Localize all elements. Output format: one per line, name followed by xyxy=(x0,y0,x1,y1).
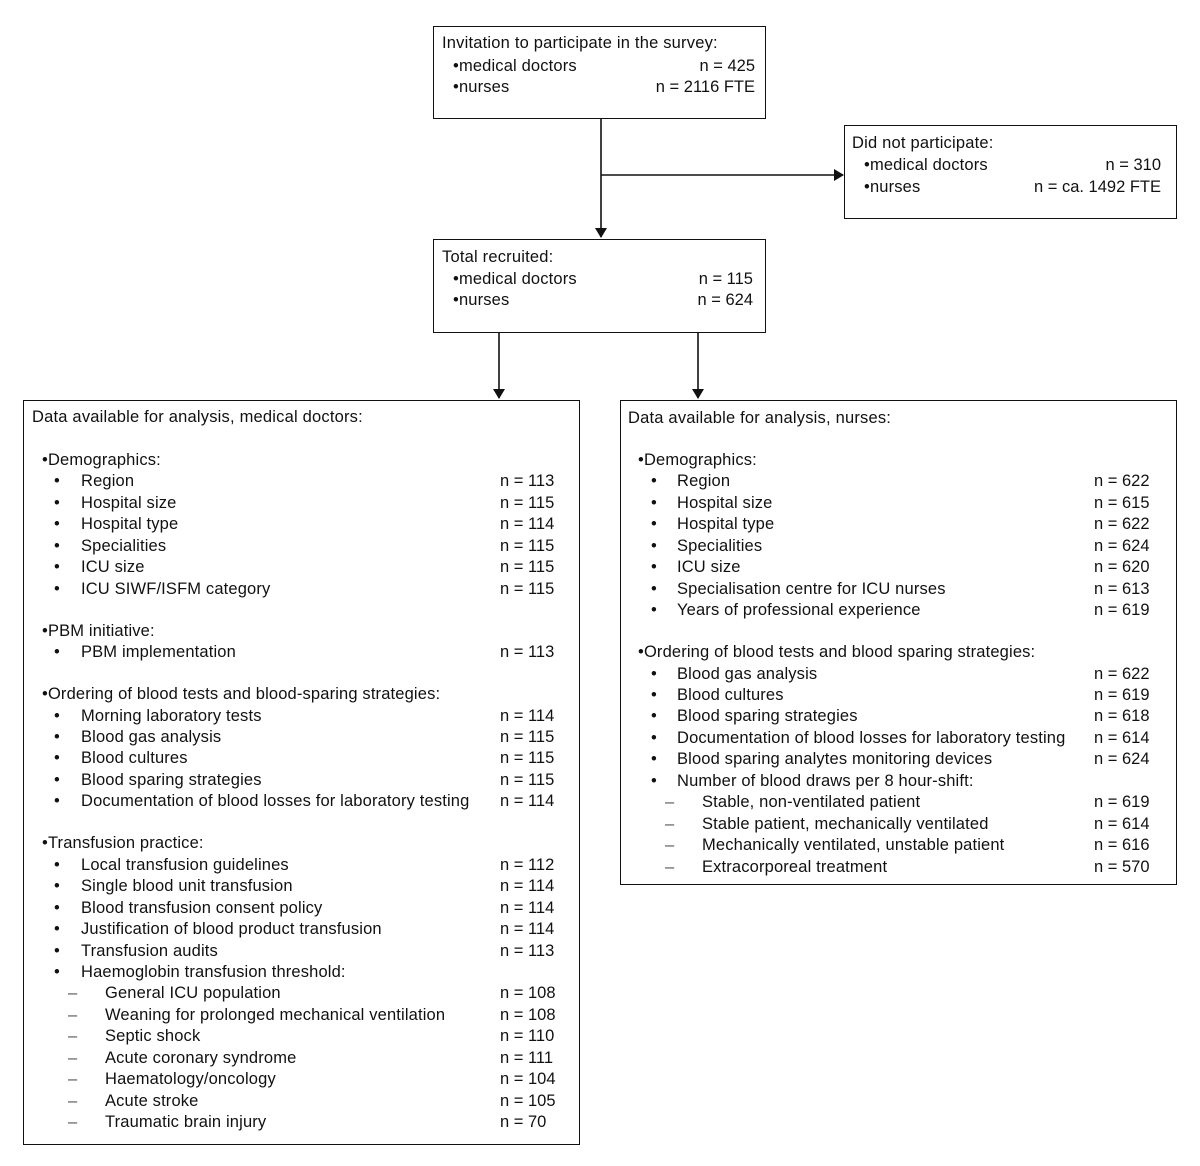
recruited-title: Total recruited: xyxy=(442,248,554,266)
list-item xyxy=(621,728,1176,750)
list-item xyxy=(621,514,1176,536)
item-count: n = 113 xyxy=(500,941,555,960)
item-label: Specialities xyxy=(677,536,763,555)
item-label: Hospital size xyxy=(677,493,773,512)
item-label: Region xyxy=(677,472,731,491)
list-item xyxy=(24,962,579,984)
item-label: Haemoglobin transfusion threshold: xyxy=(81,962,346,981)
sub-list-item xyxy=(621,814,1176,836)
sub-list-item xyxy=(24,1005,579,1027)
bullet-marker: • xyxy=(54,898,60,917)
bullet-marker: • xyxy=(651,728,657,747)
dash-marker: – xyxy=(68,984,78,1003)
bullet-marker: • xyxy=(54,515,60,534)
item-count: n = 622 xyxy=(1094,515,1150,534)
bullet-marker: • xyxy=(54,579,60,598)
bullet-marker: • xyxy=(54,706,60,725)
not-participate-box xyxy=(844,125,1177,219)
section-heading-label: Ordering of blood tests and blood-sparing strategies: xyxy=(47,685,441,704)
item-label: Hospital size xyxy=(81,493,177,512)
section-heading-label: PBM initiative: xyxy=(47,621,155,640)
not-participate-row-value: n = 310 xyxy=(1105,156,1161,174)
item-count: n = 115 xyxy=(500,770,555,789)
item-label: Specialisation centre for ICU nurses xyxy=(677,579,946,598)
item-count: n = 622 xyxy=(1094,472,1150,491)
item-count: n = 624 xyxy=(1094,536,1150,555)
dash-marker: – xyxy=(68,1070,78,1089)
recruited-row-value: n = 115 xyxy=(698,270,753,288)
item-count: n = 614 xyxy=(1094,728,1150,747)
invitation-row-value: n = 2116 FTE xyxy=(655,78,755,96)
item-count: n = 115 xyxy=(500,558,555,577)
invitation-box xyxy=(433,26,766,119)
item-count: n = 619 xyxy=(1094,601,1150,620)
item-count: n = 108 xyxy=(500,1005,556,1024)
list-item xyxy=(24,727,579,749)
item-label: Years of professional experience xyxy=(677,601,921,620)
not-participate-title: Did not participate: xyxy=(852,134,994,152)
item-count: n = 115 xyxy=(500,579,555,598)
item-label: Stable, non-ventilated patient xyxy=(702,793,921,812)
bullet-marker: • xyxy=(651,686,657,704)
item-label: Local transfusion guidelines xyxy=(81,855,289,874)
recruited-row-value: n = 624 xyxy=(697,291,753,309)
bullet-marker: • xyxy=(54,472,60,491)
not-participate-row-doctors: •medical doctors n = 310 xyxy=(864,155,1161,177)
section-heading: •Demographics: xyxy=(638,451,757,469)
item-label: Mechanically ventilated, unstable patient xyxy=(702,836,1005,855)
list-item xyxy=(621,557,1176,579)
item-label: Documentation of blood losses for laboratory testing xyxy=(81,792,470,811)
item-count: n = 115 xyxy=(500,727,555,746)
bullet-marker: • xyxy=(651,601,657,620)
recruited-row-label: nurses xyxy=(458,291,510,309)
bullet-marker: • xyxy=(651,536,657,555)
bullet-marker: • xyxy=(651,664,657,683)
not-participate-row-label: medical doctors xyxy=(869,156,988,174)
bullet-marker: • xyxy=(54,877,60,896)
item-count: n = 614 xyxy=(1094,814,1150,833)
dash-marker: – xyxy=(68,1048,78,1067)
item-count: n = 114 xyxy=(500,898,555,917)
dash-marker: – xyxy=(68,1091,78,1110)
list-item xyxy=(24,748,579,770)
item-label: Acute coronary syndrome xyxy=(105,1048,297,1067)
list-item xyxy=(621,471,1176,493)
item-count: n = 110 xyxy=(500,1027,555,1046)
item-label: Transfusion audits xyxy=(81,941,218,960)
item-count: n = 104 xyxy=(500,1070,556,1089)
invitation-row-label: nurses xyxy=(458,78,510,96)
item-count: n = 622 xyxy=(1094,664,1150,683)
item-count: n = 624 xyxy=(1094,750,1150,769)
item-label: Number of blood draws per 8 hour-shift: xyxy=(677,771,974,790)
list-item xyxy=(24,855,579,877)
bullet-marker: • xyxy=(54,643,60,662)
dash-marker: – xyxy=(665,814,675,833)
item-label: Blood sparing analytes monitoring devices xyxy=(677,750,993,769)
section-heading-label: Ordering of blood tests and blood sparing strategies: xyxy=(643,643,1036,662)
nurses-analysis-title: Data available for analysis, nurses: xyxy=(628,409,892,427)
section-heading: •Ordering of blood tests and blood-sparing strategies: xyxy=(42,685,441,704)
list-item xyxy=(24,791,579,813)
bullet-marker: • xyxy=(54,493,60,512)
doctors-analysis-title: Data available for analysis, medical doctors: xyxy=(32,408,363,426)
item-count: n = 618 xyxy=(1094,707,1150,726)
bullet-marker: • xyxy=(54,962,60,981)
item-label: Specialities xyxy=(81,536,167,555)
not-participate-row-value: n = ca. 1492 FTE xyxy=(1033,178,1161,196)
list-item xyxy=(621,600,1176,622)
nurses-analysis-box xyxy=(620,400,1177,885)
item-count: n = 616 xyxy=(1094,836,1150,855)
item-label: Morning laboratory tests xyxy=(81,706,262,725)
list-item xyxy=(621,664,1176,686)
bullet-marker: • xyxy=(54,536,60,555)
section-heading: •Demographics: xyxy=(42,451,161,469)
item-label: Stable patient, mechanically ventilated xyxy=(702,814,989,833)
sub-list-item xyxy=(621,835,1176,857)
item-count: n = 114 xyxy=(500,877,555,896)
list-item xyxy=(621,493,1176,515)
item-label: Haematology/oncology xyxy=(105,1070,276,1089)
bullet-marker: • xyxy=(651,493,657,512)
bullet-marker: • xyxy=(54,558,60,577)
list-item xyxy=(24,471,579,493)
list-item xyxy=(24,941,579,963)
list-item xyxy=(24,898,579,920)
sub-list-item xyxy=(24,1069,579,1091)
recruited-box xyxy=(433,239,766,333)
bullet-marker: • xyxy=(54,727,60,746)
invitation-title: Invitation to participate in the survey: xyxy=(442,34,718,52)
sub-list-item xyxy=(24,1026,579,1048)
bullet-marker: • xyxy=(651,472,657,491)
item-label: General ICU population xyxy=(105,984,281,1003)
bullet-marker: • xyxy=(54,792,60,811)
sub-list-item xyxy=(621,792,1176,814)
list-item xyxy=(24,706,579,728)
dash-marker: – xyxy=(665,836,675,855)
invitation-row-doctors: •medical doctors n = 425 xyxy=(453,56,755,78)
sub-list-item xyxy=(24,1048,579,1070)
list-item xyxy=(24,876,579,898)
item-label: Blood transfusion consent policy xyxy=(81,898,323,917)
dash-marker: – xyxy=(68,1113,78,1132)
item-count: n = 105 xyxy=(500,1091,556,1110)
bullet-marker: • xyxy=(651,515,657,534)
list-item xyxy=(621,579,1176,601)
recruited-row-label: medical doctors xyxy=(458,270,577,288)
item-count: n = 613 xyxy=(1094,579,1150,598)
item-label: Traumatic brain injury xyxy=(105,1113,267,1132)
list-item xyxy=(621,685,1176,707)
dash-marker: – xyxy=(665,793,675,812)
section-heading-label: Transfusion practice: xyxy=(47,834,204,853)
item-label: Blood gas analysis xyxy=(81,727,222,746)
item-count: n = 113 xyxy=(500,472,555,491)
list-item xyxy=(621,706,1176,728)
item-label: Justification of blood product transfusion xyxy=(81,920,382,939)
item-label: Blood gas analysis xyxy=(677,664,818,683)
invitation-row-value: n = 425 xyxy=(699,57,755,75)
item-label: Extracorporeal treatment xyxy=(702,857,888,876)
list-item xyxy=(24,642,579,664)
bullet-marker: • xyxy=(651,771,657,790)
bullet-marker: • xyxy=(651,558,657,577)
item-count: n = 115 xyxy=(500,493,555,512)
recruited-row-doctors: •medical doctors n = 115 xyxy=(453,269,753,291)
list-item xyxy=(24,579,579,601)
bullet-marker: • xyxy=(651,750,657,769)
item-count: n = 619 xyxy=(1094,686,1150,704)
item-label: Weaning for prolonged mechanical ventilation xyxy=(105,1005,446,1024)
sub-list-item xyxy=(24,1112,579,1134)
section-heading-label: Demographics: xyxy=(643,451,757,469)
sub-list-item xyxy=(621,857,1176,879)
list-item xyxy=(24,770,579,792)
item-count: n = 620 xyxy=(1094,558,1150,577)
item-count: n = 112 xyxy=(500,855,555,874)
item-count: n = 70 xyxy=(500,1113,547,1132)
list-item xyxy=(24,919,579,941)
bullet-marker: • xyxy=(54,855,60,874)
item-label: PBM implementation xyxy=(81,643,236,662)
section-heading: •Ordering of blood tests and blood sparing strategies: xyxy=(638,643,1036,662)
item-count: n = 114 xyxy=(500,706,555,725)
not-participate-row-label: nurses xyxy=(869,178,921,196)
section-heading: •Transfusion practice: xyxy=(42,834,204,853)
sub-list-item xyxy=(24,983,579,1005)
not-participate-row-nurses: •nurses n = ca. 1492 FTE xyxy=(864,177,1161,199)
item-count: n = 615 xyxy=(1094,493,1150,512)
list-item xyxy=(621,771,1176,793)
bullet-marker: • xyxy=(54,941,60,960)
item-label: ICU size xyxy=(677,558,741,577)
invitation-row-label: medical doctors xyxy=(458,57,577,75)
item-label: Blood sparing strategies xyxy=(677,707,858,726)
dash-marker: – xyxy=(68,1027,78,1046)
list-item xyxy=(24,536,579,558)
list-item xyxy=(24,493,579,515)
item-label: Single blood unit transfusion xyxy=(81,877,293,896)
bullet-marker: • xyxy=(54,749,60,768)
item-count: n = 113 xyxy=(500,643,555,662)
item-count: n = 114 xyxy=(500,792,555,811)
list-item xyxy=(621,536,1176,558)
dash-marker: – xyxy=(68,1005,78,1024)
item-count: n = 570 xyxy=(1094,857,1150,876)
bullet-marker: • xyxy=(651,707,657,726)
bullet-marker: • xyxy=(54,770,60,789)
item-label: Documentation of blood losses for laboratory testing xyxy=(677,728,1066,747)
bullet-marker: • xyxy=(54,920,60,939)
dash-marker: – xyxy=(665,857,675,876)
list-item xyxy=(24,557,579,579)
item-label: Blood cultures xyxy=(81,749,188,768)
item-label: Septic shock xyxy=(105,1027,201,1046)
item-label: Blood sparing strategies xyxy=(81,770,262,789)
item-count: n = 619 xyxy=(1094,793,1150,812)
section-heading-label: Demographics: xyxy=(47,451,161,469)
list-item xyxy=(24,514,579,536)
item-label: Acute stroke xyxy=(105,1091,199,1110)
item-label: Hospital type xyxy=(677,515,775,534)
item-label: Hospital type xyxy=(81,515,179,534)
item-label: Blood cultures xyxy=(677,686,784,704)
bullet-marker: • xyxy=(651,579,657,598)
item-count: n = 108 xyxy=(500,984,556,1003)
item-count: n = 115 xyxy=(500,749,555,768)
recruited-row-nurses: •nurses n = 624 xyxy=(453,290,753,312)
item-label: ICU SIWF/ISFM category xyxy=(81,579,271,598)
invitation-row-nurses: •nurses n = 2116 FTE xyxy=(453,77,755,99)
item-count: n = 111 xyxy=(500,1048,554,1067)
item-count: n = 115 xyxy=(500,536,555,555)
doctors-analysis-box xyxy=(23,400,580,1145)
list-item xyxy=(621,749,1176,771)
sub-list-item xyxy=(24,1091,579,1113)
item-label: ICU size xyxy=(81,558,145,577)
item-label: Region xyxy=(81,472,135,491)
item-count: n = 114 xyxy=(500,515,555,534)
section-heading: •PBM initiative: xyxy=(42,621,155,640)
item-count: n = 114 xyxy=(500,920,555,939)
